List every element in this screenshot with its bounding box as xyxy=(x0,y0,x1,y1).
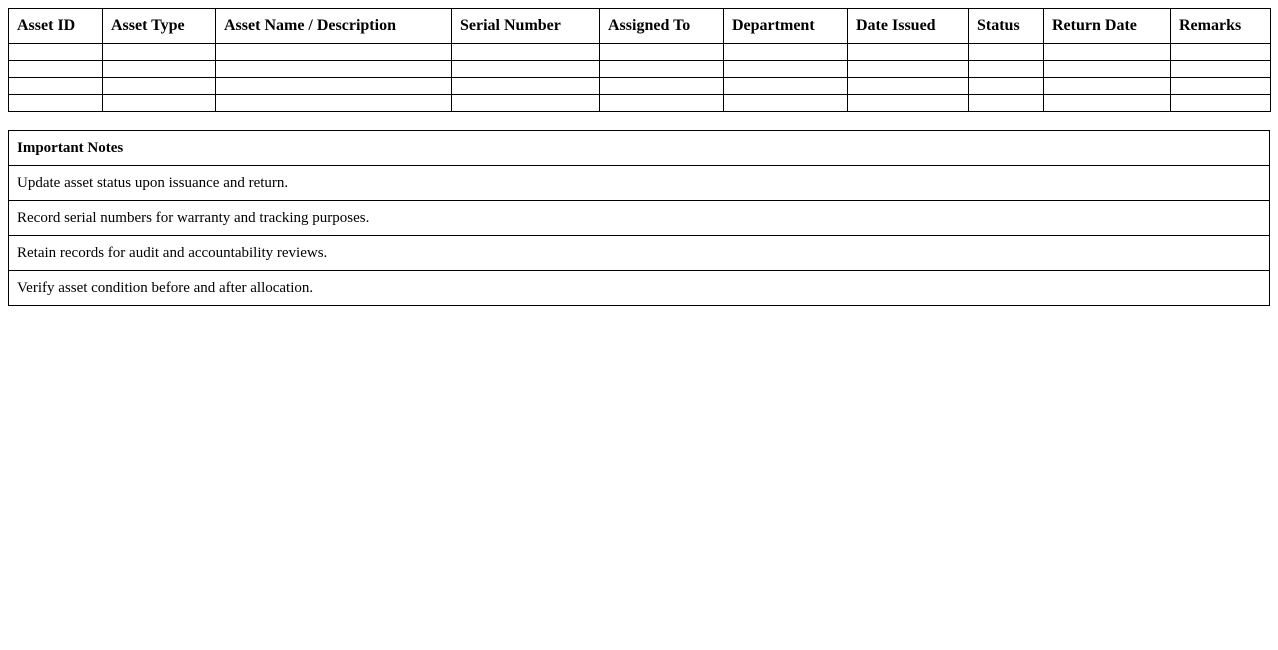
table-cell[interactable] xyxy=(600,78,724,95)
table-cell[interactable] xyxy=(848,95,969,112)
table-cell[interactable] xyxy=(848,44,969,61)
table-cell[interactable] xyxy=(1044,95,1171,112)
table-cell[interactable] xyxy=(600,44,724,61)
table-cell[interactable] xyxy=(103,95,216,112)
column-header-remarks: Remarks xyxy=(1171,9,1271,44)
table-cell[interactable] xyxy=(1171,61,1271,78)
table-cell[interactable] xyxy=(969,44,1044,61)
table-cell[interactable] xyxy=(9,44,103,61)
table-cell[interactable] xyxy=(969,61,1044,78)
notes-row xyxy=(9,201,1270,236)
table-cell[interactable] xyxy=(724,95,848,112)
column-header-assigned-to: Assigned To xyxy=(600,9,724,44)
table-row xyxy=(9,61,1271,78)
column-header-status: Status xyxy=(969,9,1044,44)
table-cell[interactable] xyxy=(103,44,216,61)
table-cell[interactable] xyxy=(1171,78,1271,95)
important-notes-table xyxy=(8,130,1270,306)
table-cell[interactable] xyxy=(600,61,724,78)
notes-title: Important Notes xyxy=(9,131,1270,166)
table-cell[interactable] xyxy=(848,61,969,78)
notes-row xyxy=(9,271,1270,306)
asset-register-table xyxy=(8,8,1271,112)
table-row xyxy=(9,78,1271,95)
column-header-department: Department xyxy=(724,9,848,44)
table-cell[interactable] xyxy=(1171,44,1271,61)
table-cell[interactable] xyxy=(969,95,1044,112)
table-cell[interactable] xyxy=(848,78,969,95)
table-cell[interactable] xyxy=(216,95,452,112)
document-body xyxy=(8,8,1270,306)
table-row xyxy=(9,95,1271,112)
column-header-asset-id: Asset ID xyxy=(9,9,103,44)
table-cell[interactable] xyxy=(1044,61,1171,78)
table-cell[interactable] xyxy=(600,95,724,112)
note-item: Record serial numbers for warranty and tracking purposes. xyxy=(9,201,1270,236)
notes-row xyxy=(9,236,1270,271)
table-cell[interactable] xyxy=(1044,44,1171,61)
notes-row xyxy=(9,166,1270,201)
table-cell[interactable] xyxy=(216,44,452,61)
table-cell[interactable] xyxy=(452,95,600,112)
table-cell[interactable] xyxy=(724,78,848,95)
table-cell[interactable] xyxy=(9,95,103,112)
notes-header-row xyxy=(9,131,1270,166)
note-item: Retain records for audit and accountability reviews. xyxy=(9,236,1270,271)
table-header-row xyxy=(9,9,1271,44)
note-item: Update asset status upon issuance and return. xyxy=(9,166,1270,201)
table-cell[interactable] xyxy=(9,61,103,78)
table-cell[interactable] xyxy=(216,61,452,78)
table-cell[interactable] xyxy=(724,44,848,61)
table-cell[interactable] xyxy=(216,78,452,95)
column-header-asset-type: Asset Type xyxy=(103,9,216,44)
table-row xyxy=(9,44,1271,61)
table-cell[interactable] xyxy=(103,61,216,78)
column-header-date-issued: Date Issued xyxy=(848,9,969,44)
table-cell[interactable] xyxy=(724,61,848,78)
note-item: Verify asset condition before and after allocation. xyxy=(9,271,1270,306)
table-cell[interactable] xyxy=(452,44,600,61)
table-cell[interactable] xyxy=(452,61,600,78)
table-cell[interactable] xyxy=(969,78,1044,95)
column-header-serial-number: Serial Number xyxy=(452,9,600,44)
column-header-return-date: Return Date xyxy=(1044,9,1171,44)
column-header-asset-name: Asset Name / Description xyxy=(216,9,452,44)
table-cell[interactable] xyxy=(452,78,600,95)
table-cell[interactable] xyxy=(1171,95,1271,112)
table-cell[interactable] xyxy=(103,78,216,95)
table-cell[interactable] xyxy=(1044,78,1171,95)
table-cell[interactable] xyxy=(9,78,103,95)
